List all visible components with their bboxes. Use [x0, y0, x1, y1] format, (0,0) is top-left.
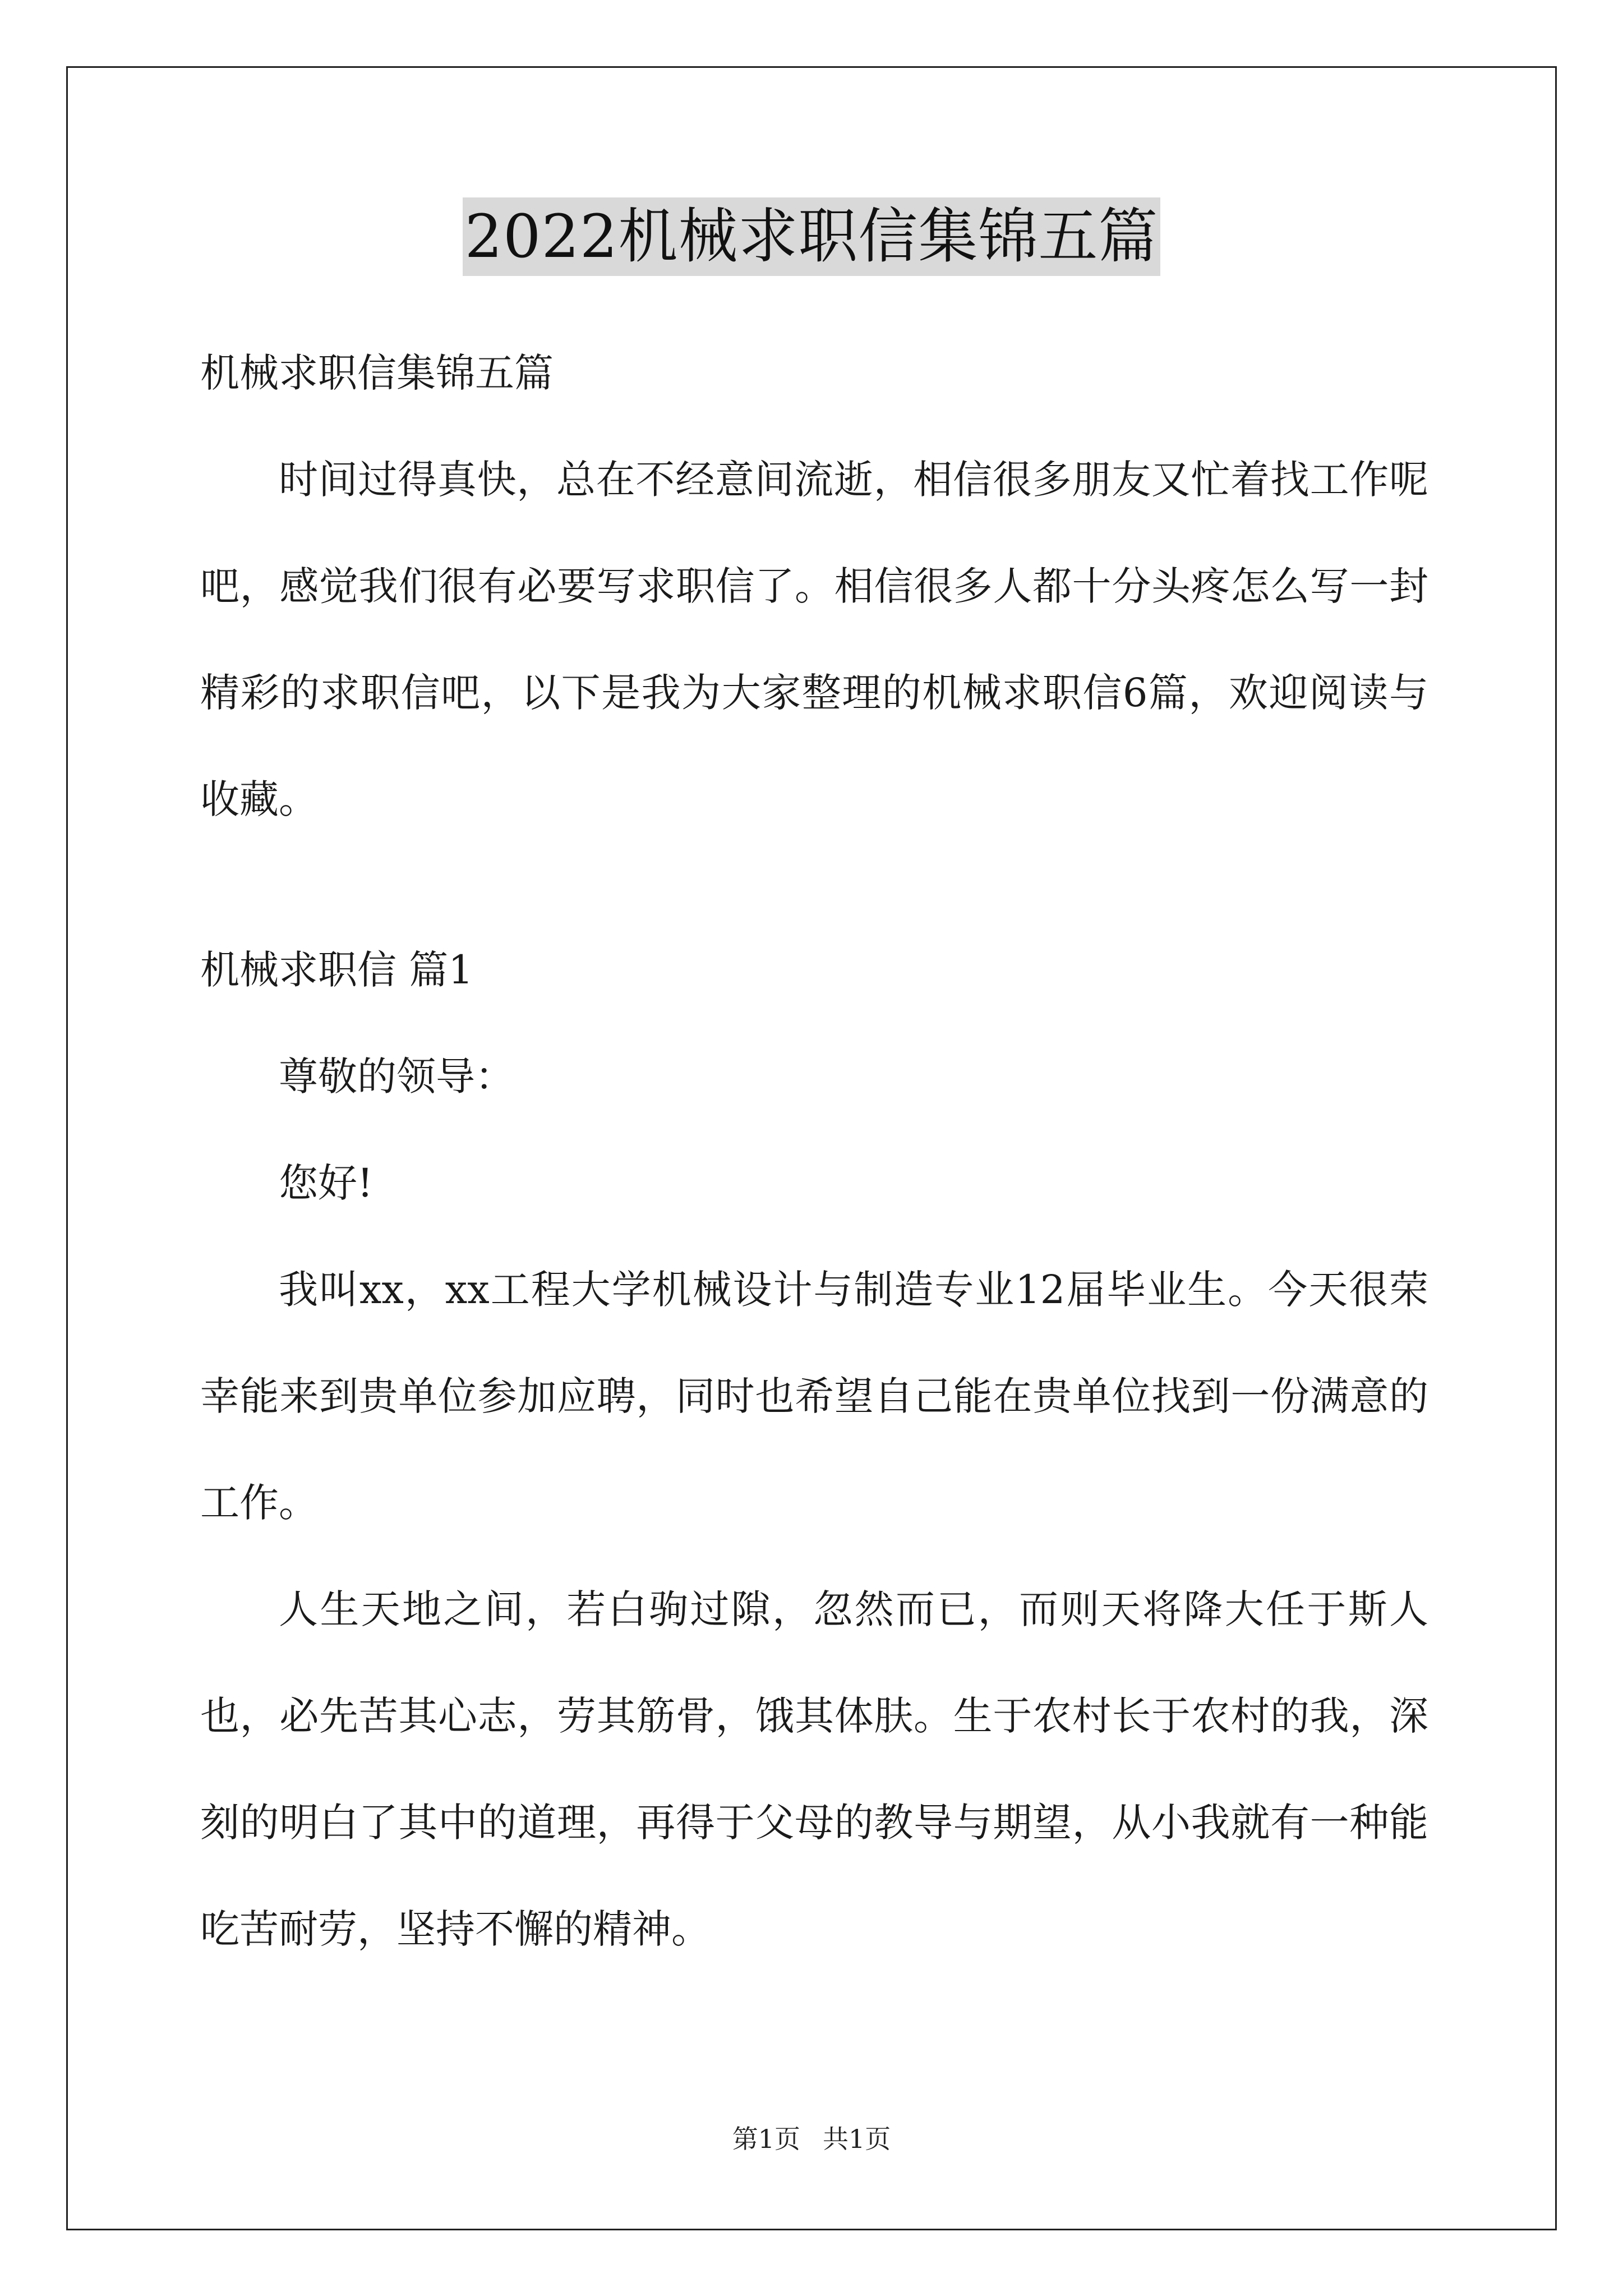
section-heading: 机械求职信 篇1	[200, 947, 473, 993]
document-subtitle: 机械求职信集锦五篇	[200, 350, 554, 396]
title-container	[0, 197, 1623, 276]
page-total: 共1页	[823, 2124, 891, 2154]
document-title: 2022机械求职信集锦五篇	[463, 197, 1161, 276]
salutation: 尊敬的领导：	[279, 1053, 514, 1099]
body-paragraph-2: 人生天地之间，若白驹过隙，忽然而已，而则天将降大任于斯人也，必先苦其心志，劳其筋骨，饿其体肤。生于农村长于农村的我，深刻的明白了其中的道理，再得于父母的教导与期望，从小我就有一种能吃苦耐劳，坚持不懈的精神。	[200, 1586, 1428, 1952]
section-spacer	[200, 853, 1428, 917]
page-number: 第1页	[732, 2124, 800, 2154]
body-paragraph-1: 我叫xx，xx工程大学机械设计与制造专业12届毕业生。今天很荣幸能来到贵单位参加应聘，同时也希望自己能在贵单位找到一份满意的工作。	[200, 1267, 1428, 1526]
page-footer	[0, 2122, 1623, 2156]
document-body	[200, 320, 1428, 1982]
intro-paragraph: 时间过得真快，总在不经意间流逝，相信很多朋友又忙着找工作呢吧，感觉我们很有必要写求职信了。相信很多人都十分头疼怎么写一封精彩的求职信吧，以下是我为大家整理的机械求职信6篇，欢迎阅读与收藏。	[200, 457, 1428, 822]
greeting: 您好!	[279, 1160, 374, 1206]
